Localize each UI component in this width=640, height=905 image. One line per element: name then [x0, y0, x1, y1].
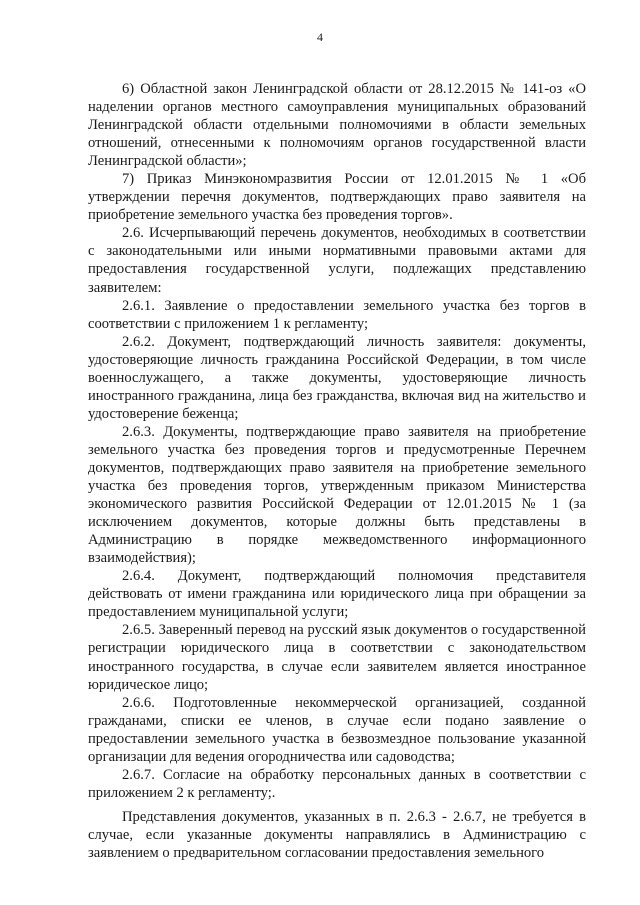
paragraph-2-6-1: 2.6.1. Заявление о предоставлении земельного участка без торгов в соответствии с приложением 1 к регламенту;	[88, 297, 586, 332]
paragraph-2-6-4: 2.6.4. Документ, подтверждающий полномочия представителя действовать от имени гражданина или юридического лица при обращении за предоставлением муниципальной услуги;	[88, 568, 586, 621]
page-number: 4	[317, 30, 323, 44]
paragraph-order-ministry: 7) Приказ Минэкономразвития России от 12.01.2015 № 1 «Об утверждении перечня документов, подтверждающих право заявителя на приобретение земельного участка без проведения торгов».	[88, 171, 586, 224]
paragraph-2-6-3: 2.6.3. Документы, подтверждающие право заявителя на приобретение земельного участка без проведения торгов и предусмотренные Перечнем документов, подтверждающих право заявителя на приобретение земельного участка без проведения торгов, утвержденным приказом Министерства экономического развития Российской Федерации от 12.01.2015 № 1 (за исключением документов, которые должны быть представлены в Администрацию в порядке межведомственного информационного взаимодействия);	[88, 423, 586, 567]
paragraph-2-6-6: 2.6.6. Подготовленные некоммерческой организацией, созданной гражданами, списки ее членов, в случае если подано заявление о предоставлении земельного участка в безвозмездное пользование указанной организации для ведения огородничества или садоводства;	[88, 694, 586, 765]
paragraph-2-6-7: 2.6.7. Согласие на обработку персональных данных в соответствии с приложением 2 к регламенту;.	[88, 766, 586, 801]
document-body	[88, 80, 586, 862]
paragraph-2-6-5: 2.6.5. Заверенный перевод на русский язык документов о государственной регистрации юридического лица в соответствии с законодательством иностранного государства, в случае если заявителем является иностранное юридическое лицо;	[88, 622, 586, 693]
paragraph-regional-law-141: 6) Областной закон Ленинградской области от 28.12.2015 № 141-оз «О наделении органов местного самоуправления муниципальных образований Ленинградской области отдельными полномочиями в области земельных отношений, отнесенными к полномочиям органов государственной власти Ленинградской области»;	[88, 81, 586, 170]
paragraph-2-6-2: 2.6.2. Документ, подтверждающий личность заявителя: документы, удостоверяющие личность гражданина Российской Федерации, в том числе военнослужащего, а также документы, удостоверяющие личность иностранного гражданина, лица без гражданства, включая вид на жительство и удостоверение беженца;	[88, 333, 586, 422]
paragraph-2-6: 2.6. Исчерпывающий перечень документов, необходимых в соответствии с законодательными или иными нормативными правовыми актами для предоставления государственной услуги, подлежащих представлению заявителем:	[88, 225, 586, 296]
paragraph-documents-not-required: Представления документов, указанных в п. 2.6.3 - 2.6.7, не требуется в случае, если указанные документы направлялись в Администрацию с заявлением о предварительном согласовании предоставления земельного	[88, 808, 586, 861]
